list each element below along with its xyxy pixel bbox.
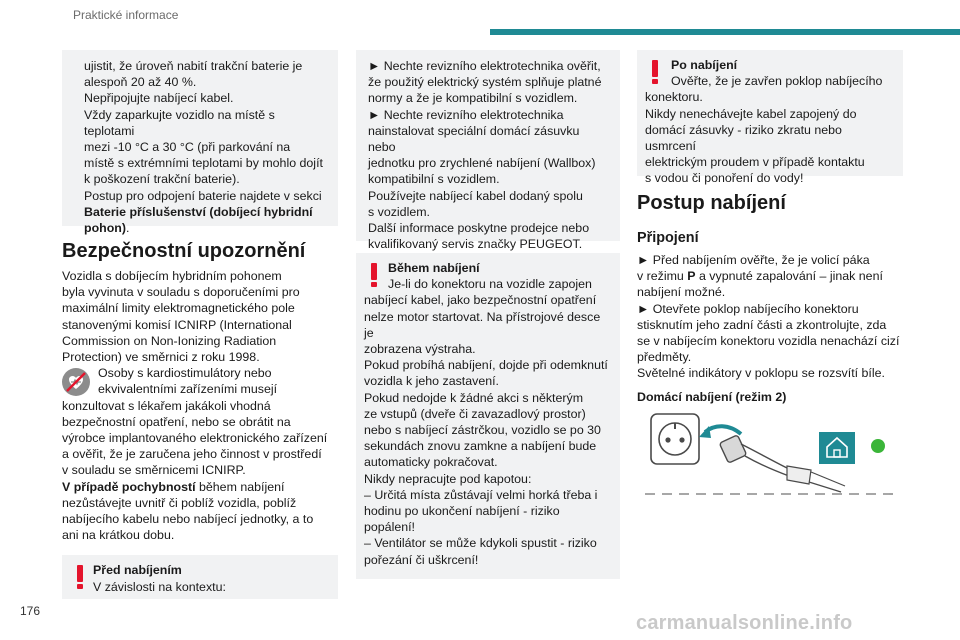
after-charging-box: Po nabíjení Ověřte, že je zavřen poklop nabíjecího konektoru. Nikdy nenechávejte kabel zapojený do domácí zásuvky - riziko zkratu nebo usmrcení elektrickým proudem v případě kontaktu s vodou či ponoření do vody! — [637, 50, 903, 176]
before-charging-title: Před nabíjením — [93, 563, 182, 578]
pacemaker-icon — [62, 368, 90, 396]
intro-line: Vždy zaparkujte vozidlo na místě s teplotami — [84, 107, 275, 138]
column-right — [637, 50, 903, 404]
gear-p: P — [687, 269, 696, 284]
during-charging-title: Během nabíjení — [388, 261, 480, 275]
after-charging-title: Po nabíjení — [671, 58, 738, 72]
section-title: Praktické informace — [73, 8, 179, 22]
safety-text: Vozidla s dobíjecím hybridním pohonem byla vyvinuta v souladu s doporučeními pro maximální limity elektromagnetického pole stanovenými komisí ICNIRP (International Commission on Non-Ionizing Radiation Protection) ve směrnici z roku 1998. Osoby s kardiostimulátory nebo ekvivalentními zařízeními musejí konzultovat s lékařem jakákoli vhodná bezpečnostní opatření, nebo se obrátit na výrobce implantovaného elektronického zařízení a ověřit, že je zaručena jeho činnost v prostředí v souladu se směrnicemi ICNIRP. V případě pochybností během nabíjení nezůstávejte uvnitř či poblíž vozidla, poblíž nabíjecího kabelu nebo nabíjecí jednotky, a to ani na krátkou dobu. — [62, 269, 328, 543]
intro-line: ujistit, že úroveň nabití trakční baterie je — [84, 59, 303, 73]
wall-socket-icon — [651, 414, 699, 464]
battery-section-reference: Baterie příslušenství (dobíjecí hybridní pohon) — [84, 204, 313, 236]
warning-icon — [651, 60, 659, 84]
watermark: carmanualsonline.info — [636, 612, 853, 634]
intro-line: Postup pro odpojení baterie najdete v sekci — [84, 188, 322, 203]
safety-heading: Bezpečnostní upozornění — [62, 240, 306, 262]
warning-icon — [76, 565, 84, 589]
page-number: 176 — [20, 604, 41, 618]
procedure-heading: Postup nabíjení — [637, 192, 786, 214]
home-charging-heading: Domácí nabíjení (režim 2) — [637, 389, 787, 404]
connection-heading: Připojení — [637, 230, 699, 246]
home-charging-illustration — [637, 410, 903, 502]
before-charging-text: V závislosti na kontextu: — [93, 579, 226, 594]
column-middle — [356, 50, 620, 579]
home-icon — [819, 432, 855, 464]
header-accent-bar — [490, 29, 960, 35]
warning-icon — [370, 263, 378, 287]
intro-line: mezi -10 °C a 30 °C (při parkování na — [84, 140, 291, 155]
doubt-bold: V případě pochybností — [62, 479, 196, 494]
during-charging-box: Během nabíjení Je-li do konektoru na vozidle zapojen nabíjecí kabel, jako bezpečnostní opatření nelze motor startovat. Na přístrojové desce je zobrazena výstraha. Pokud probíhá nabíjení, dojde při odemknutí vozidla k jeho zastavení. Pokud nedojde k žádné akci s některým ze vstupů (dveře či zavazadlový prostor) nebo s nabíjecí zástrčkou, vozidlo se po 30 sekundách znovu zamkne a nabíjení bude automaticky pokračovat. Nikdy nepracujte pod kapotou: – Určitá místa zůstávají velmi horká třeba i hodinu po ukončení nabíjení - riziko popálení! – Ventilátor se může kdykoli spustit - riziko pořezání či uškrcení! — [356, 253, 620, 579]
connection-text: ► Před nabíjením ověřte, že je volicí páka v režimu P a vypnuté zapalování – jinak není nabíjení možné. ► Otevřete poklop nabíjecího konektoru stisknutím jeho zadní části a zkontrolujte, zda se v nabíjecím konektoru vozidla nenachází cizí předměty. Světelné indikátory v poklopu se rozsvítí bíle. — [637, 253, 900, 381]
electrician-box: ► Nechte revizního elektrotechnika ověřit, že použitý elektrický systém splňuje platné normy a že je kompatibilní s vozidlem. ► Nechte revizního elektrotechnika nainstalovat speciální domácí zásuvku nebo jednotku pro zrychlené nabíjení (Wallbox) kompatibilní s vozidlem. Používejte nabíjecí kabel dodaný spolu s vozidlem. Další informace poskytne prodejce nebo kvalifikovaný servis značky PEUGEOT. — [356, 50, 620, 241]
intro-line: místě s extrémními teplotami by mohlo dojít — [84, 156, 323, 171]
intro-line: k poškození trakční baterie). — [84, 172, 240, 187]
intro-line: Nepřipojujte nabíjecí kabel. — [84, 91, 234, 106]
intro-line: alespoň 20 až 40 %. — [84, 75, 197, 90]
before-charging-box — [62, 555, 338, 599]
intro-info-box: ujistit, že úroveň nabití trakční baterie je alespoň 20 až 40 %. Nepřipojujte nabíjecí kabel. Vždy zaparkujte vozidlo na místě s teplotami mezi -10 °C a 30 °C (při parkování na místě s extrémními teplotami by mohlo dojít k poškození trakční baterie). Postup pro odpojení baterie najdete v sekci Baterie příslušenství (dobíjecí hybridní pohon). — [62, 50, 338, 226]
led-indicator-icon — [871, 439, 885, 453]
column-left — [62, 50, 338, 599]
